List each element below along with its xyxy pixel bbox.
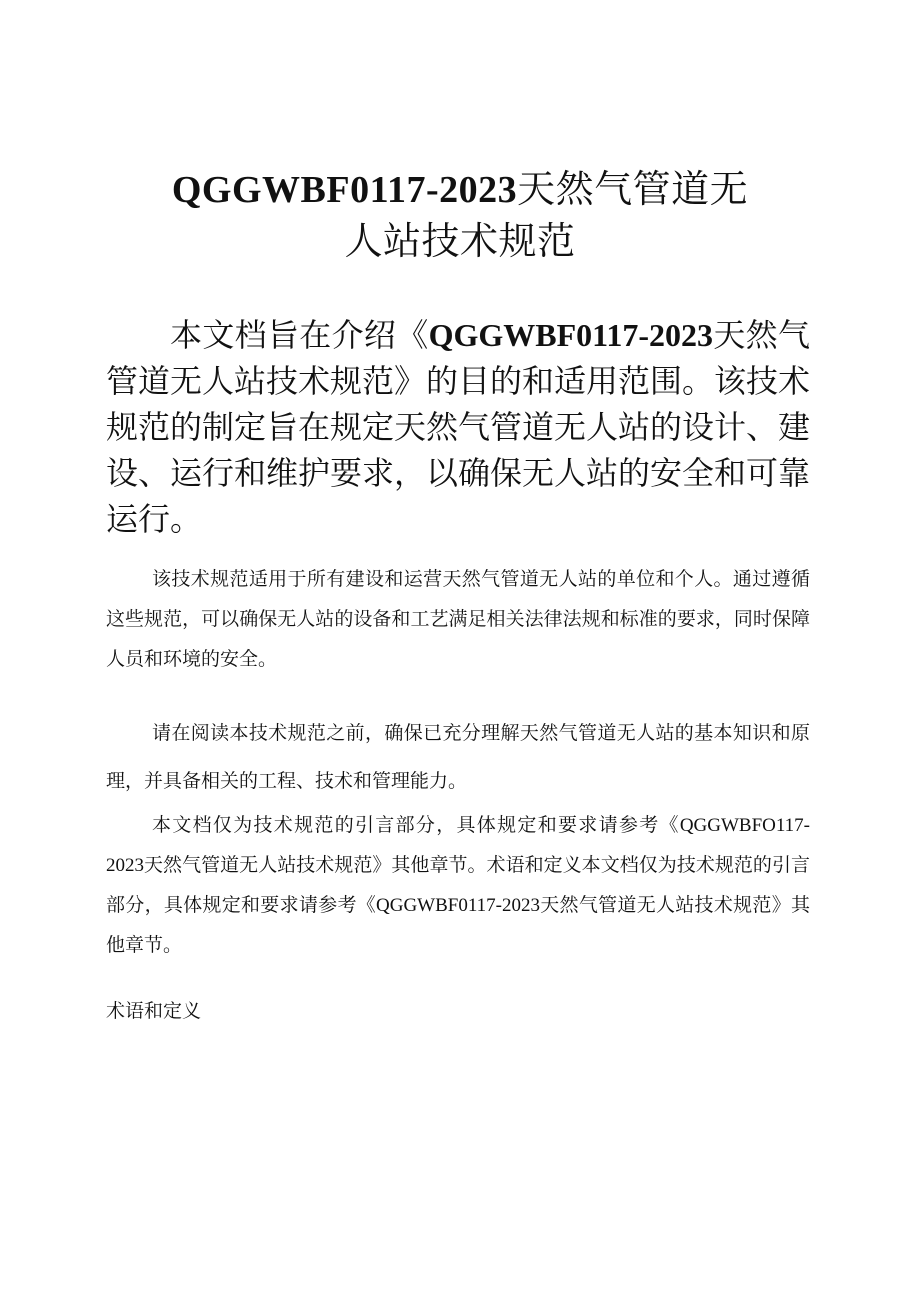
intro-text-before: 本文档旨在介绍《 [170, 317, 429, 353]
section-heading-terms: 术语和定义 [106, 1001, 202, 1022]
document-title [100, 164, 820, 268]
paragraph-reference: 本文档仅为技术规范的引言部分，具体规定和要求请参考《QGGWBFO117-2023天然气管道无人站技术规范》其他章节。术语和定义本文档仅为技术规范的引言部分，具体规定和要求请参考《QGGWBF0117-2023天然气管道无人站技术规范》其他章节。 [106, 815, 810, 956]
paragraph-prerequisites: 请在阅读本技术规范之前，确保已充分理解天然气管道无人站的基本知识和原理，并具备相关的工程、技术和管理能力。 [106, 723, 810, 792]
title-standard-code: QGGWBF0117-2023 [171, 169, 518, 211]
title-line-1-text: 天然气管道无 [517, 169, 749, 211]
title-line-2: 人站技术规范 [344, 221, 576, 263]
paragraph-scope: 该技术规范适用于所有建设和运营天然气管道无人站的单位和个人。通过遵循这些规范，可以确保无人站的设备和工艺满足相关法律法规和标准的要求，同时保障人员和环境的安全。 [106, 569, 810, 670]
intro-text-after: 天然气管道无人站技术规范》的目的和适用范围。该技术规范的制定旨在规定天然气管道无人站的设计、建设、运行和维护要求，以确保无人站的安全和可靠运行。 [106, 317, 811, 537]
intro-paragraph [106, 312, 810, 542]
intro-standard-code: QGGWBF0117-2023 [428, 317, 714, 353]
title-line-1 [100, 164, 820, 216]
